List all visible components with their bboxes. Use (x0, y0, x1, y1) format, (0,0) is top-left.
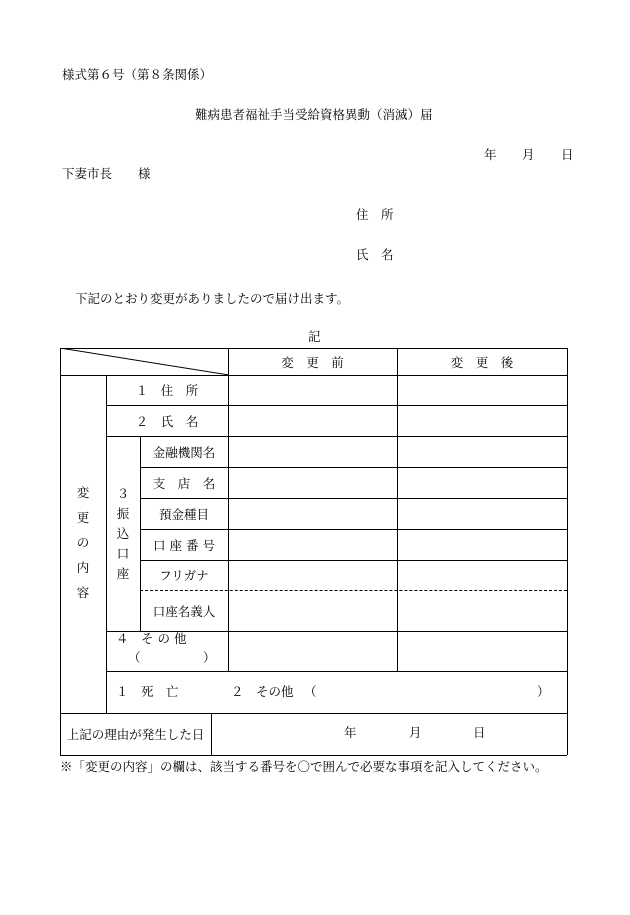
group-label-change-content: 変 更 の 内 容 (76, 485, 90, 600)
header-after: 変 更 後 (450, 354, 514, 370)
addressee-suffix: 様 (138, 166, 151, 181)
form-number: 様式第６号（第８条関係） (62, 67, 213, 82)
bank-account-number-label: 口 座 番 号 (153, 537, 215, 553)
header-before: 変 更 前 (281, 354, 344, 370)
row-address-label: １ 住 所 (135, 383, 199, 398)
date-day-label: 日 (561, 147, 574, 162)
bank-account-label: ３ 振 込 口 座 (116, 486, 130, 581)
bank-deposit-type-label: 預金種目 (158, 506, 209, 522)
header-diagonal (60, 348, 229, 375)
date-month-label: 月 (522, 147, 535, 162)
row-other-paren: （ ） (128, 650, 216, 665)
footnote: ※「変更の内容」の欄は、該当する番号を〇で囲んで必要な事項を記入してください。 (60, 759, 548, 774)
row-address-after-field[interactable] (397, 375, 567, 405)
extinction-other-paren-close: ） (537, 684, 550, 699)
row-name-before-field[interactable] (228, 405, 397, 436)
reason-year-label: 年 (344, 725, 357, 740)
document-title: 難病患者福祉手当受給資格異動（消滅）届 (195, 107, 433, 122)
extinction-other-option[interactable]: ２ その他 (231, 684, 294, 699)
row-address-before-field[interactable] (228, 375, 397, 405)
bank-institution-label: 金融機関名 (152, 444, 216, 460)
row-other-label: ４ そ の 他 (116, 631, 187, 646)
ki-label: 記 (308, 329, 321, 344)
row-other-after-field[interactable] (397, 631, 567, 671)
row-name-after-field[interactable] (397, 405, 567, 436)
reason-date-label: 上記の理由が発生した日 (66, 727, 205, 742)
extinction-other-paren-open: （ (304, 684, 317, 699)
date-year-label: 年 (484, 147, 497, 162)
bank-holder-label: 口座名義人 (152, 603, 216, 619)
name-label: 氏 名 (356, 247, 394, 262)
bank-institution-after-field[interactable] (397, 436, 567, 467)
reason-month-label: 月 (409, 725, 422, 740)
row-other-before-field[interactable] (228, 631, 397, 671)
bank-furigana-label: フリガナ (159, 568, 209, 583)
row-name-label: ２ 氏 名 (135, 413, 199, 429)
addressee-name: 下妻市長 (62, 166, 113, 181)
address-label: 住 所 (356, 207, 394, 222)
bank-institution-before-field[interactable] (228, 436, 397, 467)
extinction-death-option[interactable]: １ 死 亡 (116, 684, 179, 699)
bank-branch-label: 支 店 名 (152, 475, 216, 491)
intro-text: 下記のとおり変更がありましたので届け出ます。 (75, 291, 350, 306)
reason-day-label: 日 (473, 725, 486, 740)
